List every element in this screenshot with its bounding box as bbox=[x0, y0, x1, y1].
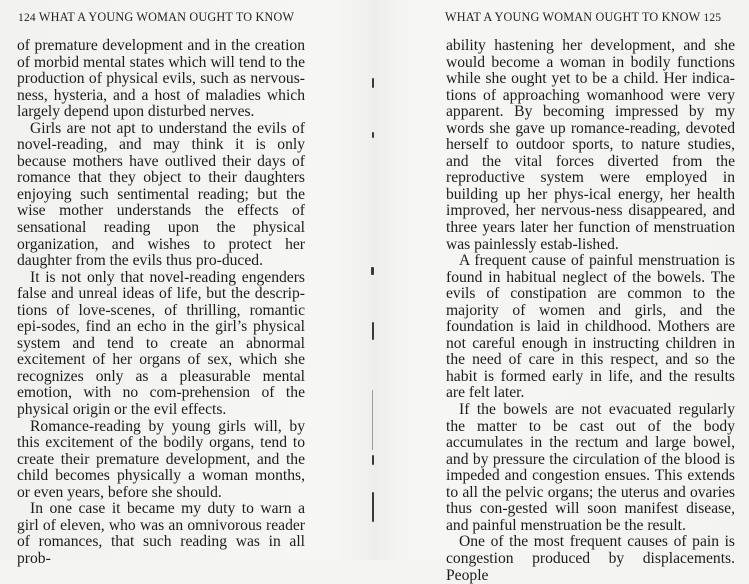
paragraph: Romance-reading by young girls will, by this excitement of the bodily organs, tend to create their premature development, and the child becomes physically a woman months, or even years, before she should. bbox=[17, 417, 305, 501]
paragraph: If the bowels are not evacuated regularly the matter to be cast out of the body accumulates in the rectum and large bowel, and by pressure the circulation of the blood is impeded and congestion ensues. This extends to all the pelvic organs; the uterus and ovaries thus con-gested will soon manifest disease, and painful menstruation be the result. bbox=[446, 401, 735, 534]
paragraph: A frequent cause of painful menstruation is found in habitual neglect of the bowels. The evils of constipation are common to the majority of women and girls, and the foundation is laid in childhood. Mothers are not careful enough in instructing children in the need of care in this respect, and so the habit is formed early in life, and the results are felt later. bbox=[446, 252, 735, 402]
paragraph: ability hastening her development, and she would become a woman in bodily functions while she ought yet to be a child. Her indica-tions of approaching womanhood were very apparent. By becoming impressed by my words she gave up romance-reading, devoted herself to outdoor sports, to nature studies, and the vital forces diverted from the reproductive system were employed in building up her phys-ical energy, her health improved, her nervous-ness disappeared, and three years later her function of menstruation was painlessly estab-lished. bbox=[446, 37, 735, 253]
gutter-mark bbox=[372, 390, 373, 450]
gutter-mark bbox=[372, 322, 374, 340]
left-page bbox=[0, 0, 372, 567]
gutter-mark bbox=[371, 267, 374, 275]
gutter-mark bbox=[372, 78, 374, 88]
right-body-text bbox=[446, 38, 735, 584]
paragraph: In one case it became my duty to warn a girl of eleven, who was an omnivorous reader of romances, that such reading was in all prob- bbox=[17, 500, 305, 567]
right-page bbox=[376, 0, 749, 584]
left-body-text bbox=[17, 38, 305, 568]
right-running-head bbox=[445, 10, 721, 25]
gutter-mark bbox=[372, 132, 374, 138]
paragraph: It is not only that novel-reading engenders false and unreal ideas of life, but the descrip-tions of love-scenes, of thrilling, romantic epi-sodes, find an echo in the girl’s physical system and tend to create an abnormal excitement of her organs of sex, which she recognizes only as a pleasurable mental emotion, with no com-prehension of the physical origin or the evil effects. bbox=[17, 268, 305, 419]
paragraph: Girls are not apt to understand the evils of novel-reading, and may think it is only because mothers have outlived their days of romance that they object to their daughters enjoying such sentimental reading; but the wise mother understands the effects of sensational reading upon the physical organization, and wishes to protect her daughter from the evils thus pro-duced. bbox=[17, 119, 305, 270]
right-running-title: WHAT A YOUNG WOMAN OUGHT TO KNOW bbox=[445, 10, 701, 24]
gutter-mark bbox=[372, 455, 374, 465]
gutter-mark bbox=[372, 492, 374, 522]
paragraph: of premature development and in the creation of morbid mental states which will tend to the production of physical evils, such as nervous-ness, hysteria, and a host of maladies which largely depend upon disturbed nerves. bbox=[17, 37, 305, 121]
book-gutter bbox=[372, 60, 375, 540]
left-running-head bbox=[18, 10, 294, 25]
left-page-number: 124 bbox=[18, 12, 36, 24]
right-page-number: 125 bbox=[703, 12, 722, 24]
paragraph: One of the most frequent causes of pain is congestion produced by displacements. People bbox=[446, 533, 735, 584]
left-running-title: WHAT A YOUNG WOMAN OUGHT TO KNOW bbox=[38, 10, 295, 24]
